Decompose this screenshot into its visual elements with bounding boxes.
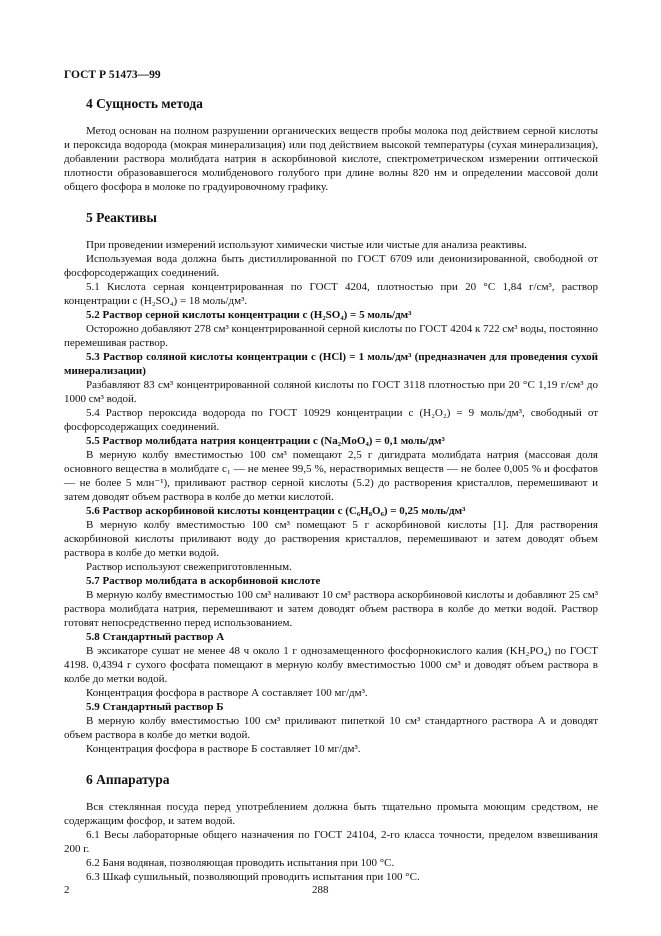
clause-5-2-text: Осторожно добавляют 278 см³ концентрированной серной кислоты по ГОСТ 4204 к 722 см³ воды, постоянно перемешивая раствор. xyxy=(64,323,598,349)
clause-6-1: 6.1 Весы лабораторные общего назначения по ГОСТ 24104, 2-го класса точности, пределом взвешивания 200 г. xyxy=(64,829,598,855)
clause-5-9-note: Концентрация фосфора в растворе Б составляет 10 мг/дм³. xyxy=(86,743,361,755)
clause-5-3-text: Разбавляют 83 см³ концентрированной соляной кислоты по ГОСТ 3118 плотностью при 20 °С 1,19 г/см³ до 1000 см³ водой. xyxy=(64,379,598,405)
clause-5-9-text: В мерную колбу вместимостью 100 см³ приливают пипеткой 10 см³ стандартного раствора А и доводят объем раствора в колбе до метки водой. xyxy=(64,715,598,741)
document-body xyxy=(64,96,598,884)
document-header: ГОСТ Р 51473—99 xyxy=(64,69,161,81)
clause-5-7-text: В мерную колбу вместимостью 100 см³ наливают 10 см³ раствора аскорбиновой кислоты и добавляют 25 см³ раствора молибдата натрия, перемешивают и затем доводят объем раствора в колбе до метки водой. Раствор готовят непосредственно перед использованием. xyxy=(64,589,598,629)
section-6-title: 6 Аппаратура xyxy=(86,772,170,787)
section-5-title: 5 Реактивы xyxy=(86,210,157,225)
clause-5-9-heading: 5.9 Стандартный раствор Б xyxy=(86,701,224,713)
clause-5-6-note: Раствор используют свежеприготовленным. xyxy=(86,561,292,573)
clause-6-3: 6.3 Шкаф сушильный, позволяющий проводить испытания при 100 °С. xyxy=(86,871,420,883)
clause-5-6-heading: 5.6 Раствор аскорбиновой кислоты концентрации c (C₆H₈O₆) = 0,25 моль/дм³ xyxy=(86,505,466,517)
clause-5-7-heading: 5.7 Раствор молибдата в аскорбиновой кислоте xyxy=(86,575,321,587)
sheet-number: 288 xyxy=(312,884,329,896)
clause-5-4: 5.4 Раствор пероксида водорода по ГОСТ 10929 концентрации c (H₂O₂) = 9 моль/дм³, свободный от фосфорсодержащих соединений. xyxy=(64,407,598,433)
page-number: 2 xyxy=(64,884,70,896)
clause-5-8-heading: 5.8 Стандартный раствор А xyxy=(86,631,225,643)
paragraph: Вся стеклянная посуда перед употреблением должна быть тщательно промыта моющим средством, не содержащим фосфор, и затем водой. xyxy=(64,801,598,827)
paragraph: Используемая вода должна быть дистиллированной по ГОСТ 6709 или деионизированной, свободной от фосфорсодержащих соединений. xyxy=(64,253,598,279)
clause-5-5-heading: 5.5 Раствор молибдата натрия концентрации c (Na₂MoO₄) = 0,1 моль/дм³ xyxy=(86,435,445,447)
section-4-title: 4 Сущность метода xyxy=(86,96,203,111)
paragraph: При проведении измерений используют химически чистые или чистые для анализа реактивы. xyxy=(86,239,527,251)
clause-5-8-note: Концентрация фосфора в растворе А составляет 100 мг/дм³. xyxy=(86,687,368,699)
clause-5-6-text: В мерную колбу вместимостью 100 см³ помещают 5 г аскорбиновой кислоты [1]. Для растворения аскорбиновой кислоты приливают воду до растворения кристаллов, перемешивают и затем доводят объем раствора в колбе до метки водой. xyxy=(64,519,598,559)
clause-5-2-heading: 5.2 Раствор серной кислоты концентрации c (H₂SO₄) = 5 моль/дм³ xyxy=(86,309,412,321)
clause-6-2: 6.2 Баня водяная, позволяющая проводить испытания при 100 °С. xyxy=(86,857,395,869)
clause-5-1: 5.1 Кислота серная концентрированная по ГОСТ 4204, плотностью при 20 °С 1,84 г/см³, раствор концентрации c (H₂SO₄) = 18 моль/дм³. xyxy=(64,281,598,307)
section-4-paragraph: Метод основан на полном разрушении органических веществ пробы молока под действием серной кислоты и пероксида водорода (мокрая минерализация) или под действием высокой температуры (сухая минерализация), добавлении раствора молибдата натрия в аскорбиновой кислоте, спектрометрическом измерении оптической плотности образовавшегося молибденового голубого при длине волны 820 нм и определении массовой доли общего фосфора в молоке по градуировочному графику. xyxy=(64,125,598,193)
clause-5-8-text: В эксикаторе сушат не менее 48 ч около 1 г однозамещенного фосфорнокислого калия (KH₂PO₄) по ГОСТ 4198. 0,4394 г сухого фосфата помещают в мерную колбу вместимостью 1000 см³ и доводят объем раствора в колбе до метки водой. xyxy=(64,645,598,685)
clause-5-3-heading: 5.3 Раствор соляной кислоты концентрации c (HCl) = 1 моль/дм³ (предназначен для проведения сухой минерализации) xyxy=(64,351,598,377)
clause-5-5-text: В мерную колбу вместимостью 100 см³ помещают 2,5 г дигидрата молибдата натрия (массовая доля основного вещества в молибдате c₁ — не менее 99,5 %, нерастворимых веществ — не более 0,005 % и фосфатов — не более 5 млн⁻¹), приливают раствор серной кислоты (5.2) до растворения кристаллов, перемешивают и затем доводят объем раствора в колбе до метки кислотой. xyxy=(64,449,598,503)
